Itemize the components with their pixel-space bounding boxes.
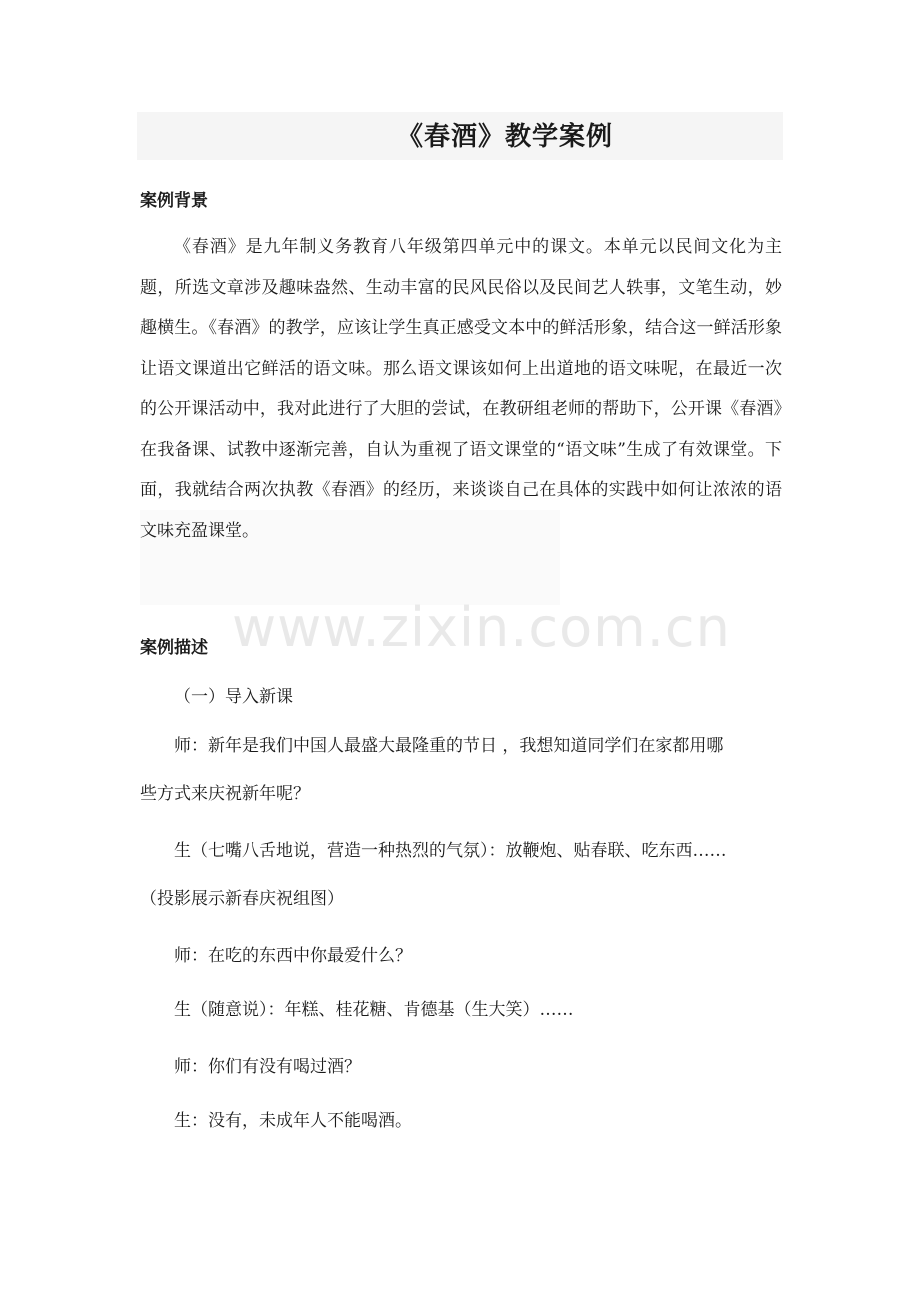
dialogue-student-1a: 生（七嘴八舌地说，营造一种热烈的气氛）：放鞭炮、贴春联、吃东西…… bbox=[174, 841, 727, 861]
watermark: www.zixin.com.cn bbox=[232, 596, 731, 659]
section-heading-description: 案例描述 bbox=[140, 638, 208, 658]
document-title: 《春酒》教学案例 bbox=[396, 122, 613, 152]
dialogue-teacher-3: 师：你们有没有喝过酒？ bbox=[174, 1057, 361, 1077]
dialogue-student-1b: （投影展示新春庆祝组图） bbox=[140, 889, 344, 909]
dialogue-teacher-2: 师：在吃的东西中你最爱什么？ bbox=[174, 946, 412, 966]
dialogue-student-2: 生（随意说）：年糕、桂花糖、肯德基（生大笑）…… bbox=[174, 1000, 574, 1020]
dialogue-teacher-1a: 师：新年是我们中国人最盛大最隆重的节日 ，我想知道同学们在家都用哪 bbox=[174, 736, 724, 756]
subsection-heading: （一）导入新课 bbox=[174, 687, 293, 707]
dialogue-teacher-1b: 些方式来庆祝新年呢？ bbox=[140, 784, 310, 804]
section-heading-background: 案例背景 bbox=[140, 191, 208, 211]
background-paragraph: 《春酒》是九年制义务教育八年级第四单元中的课文。本单元以民间文化为主题，所选文章涉及趣味盎然、生动丰富的民风民俗以及民间艺人轶事，文笔生动，妙趣横生。《春酒》的教学，应该让学生真正感受文本中的鲜活形象，结合这一鲜活形象让语文课道出它鲜活的语文味。那么语文课该如何上出道地的语文味呢，在最近一次的公开课活动中，我对此进行了大胆的尝试，在教研组老师的帮助下，公开课《春酒》在我备课、试教中逐渐完善，自认为重视了语文课堂的“语文味”生成了有效课堂。下面，我就结合两次执教《春酒》的经历，来谈谈自己在具体的实践中如何让浓浓的语文味充盈课堂。 bbox=[140, 237, 782, 541]
dialogue-student-3: 生：没有，未成年人不能喝酒。 bbox=[174, 1111, 412, 1131]
